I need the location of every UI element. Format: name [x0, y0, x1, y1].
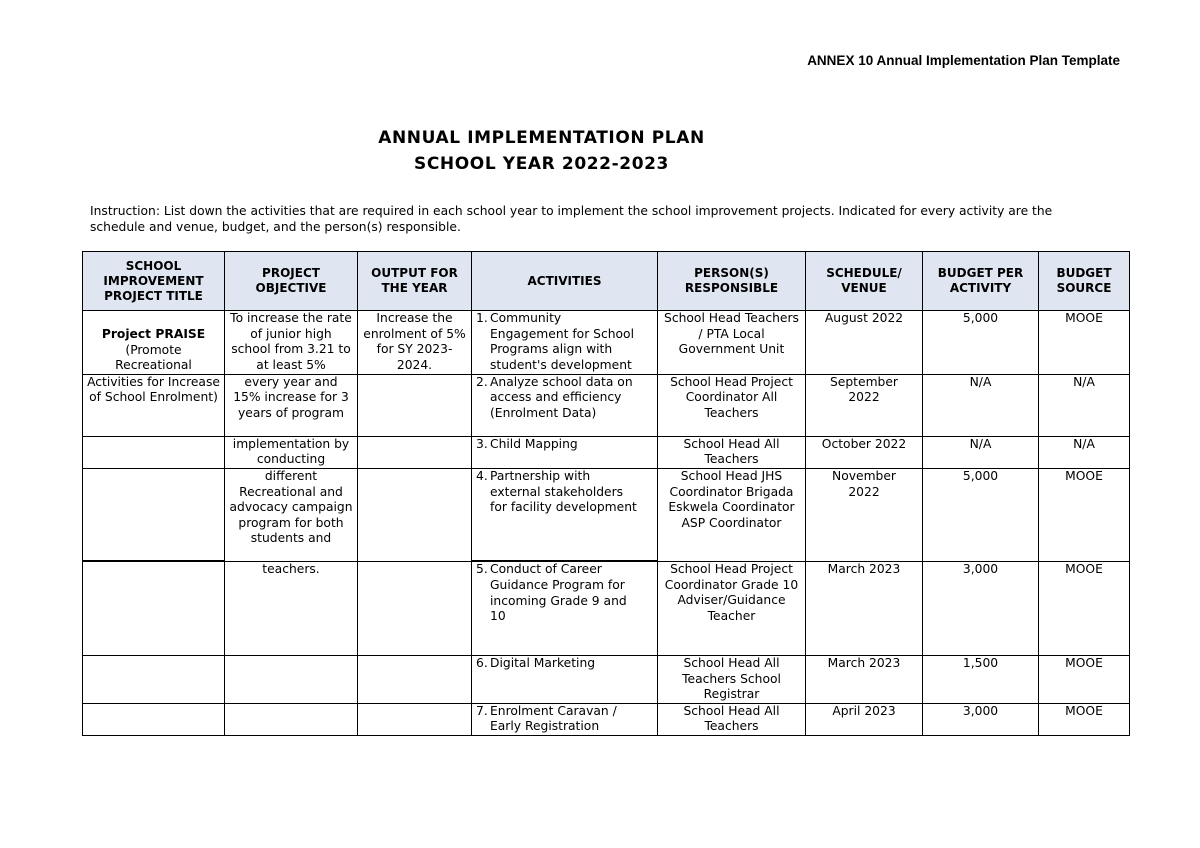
source-cell: N/A	[1039, 374, 1130, 436]
empty-cell	[225, 703, 358, 735]
activity-cell	[472, 468, 658, 561]
budget-cell: 5,000	[923, 468, 1039, 561]
project-desc-1: (Promote Recreational	[115, 342, 192, 373]
activity-cell	[472, 374, 658, 436]
empty-cell	[83, 468, 225, 561]
source-cell: MOOE	[1039, 311, 1130, 375]
activity-cell	[472, 655, 658, 703]
activity-number: 5.	[476, 562, 488, 577]
activity-number: 1.	[476, 311, 488, 325]
header-row	[83, 252, 1130, 311]
title-line-1: ANNUAL IMPLEMENTATION PLAN	[378, 128, 705, 148]
objective-cell-3: implementation by conducting	[225, 436, 358, 468]
persons-cell: School Head All Teachers	[658, 703, 806, 735]
activity-number: 2.	[476, 374, 488, 389]
source-cell: MOOE	[1039, 655, 1130, 703]
persons-cell: School Head All Teachers School Registrar	[658, 655, 806, 703]
empty-cell	[83, 703, 225, 735]
table-row	[83, 311, 1130, 375]
objective-cell-5: teachers.	[225, 561, 358, 655]
project-desc-cell: Activities for Increase of School Enrolment)	[83, 374, 225, 436]
persons-cell: School Head Teachers / PTA Local Government Unit	[658, 311, 806, 375]
project-title-cell	[83, 311, 225, 375]
instruction-text: Instruction: List down the activities that are required in each school year to implement the school improvement projects. Indicated for every activity are the schedule and venue, budget, and the person(s) responsible.	[90, 204, 1053, 234]
empty-cell	[358, 655, 472, 703]
empty-cell	[358, 468, 472, 561]
budget-cell: 3,000	[923, 703, 1039, 735]
activity-cell	[472, 561, 658, 655]
activity-text: Partnership with external stakeholders for facility development	[490, 468, 637, 515]
title-line-2: SCHOOL YEAR 2022-2023	[414, 154, 669, 174]
budget-cell: N/A	[923, 436, 1039, 468]
empty-cell	[358, 436, 472, 468]
table-row	[83, 703, 1130, 735]
header-objective: PROJECT OBJECTIVE	[225, 252, 358, 311]
activity-text: Child Mapping	[490, 436, 578, 451]
output-empty-cell	[358, 374, 472, 436]
project-name: Project PRAISE	[101, 327, 206, 341]
activity-text: Conduct of Career Guidance Program for incoming Grade 9 and 10	[490, 562, 627, 624]
empty-cell	[225, 655, 358, 703]
persons-cell: School Head Project Coordinator Grade 10 Adviser/Guidance Teacher	[658, 561, 806, 655]
source-cell: MOOE	[1039, 561, 1130, 655]
header-budget: BUDGET PER ACTIVITY	[923, 252, 1039, 311]
objective-cell-1: To increase the rate of junior high school from 3.21 to at least 5%	[225, 311, 358, 375]
schedule-cell: September 2022	[806, 374, 923, 436]
page-title	[0, 125, 1083, 177]
activity-cell	[472, 436, 658, 468]
schedule-cell: March 2023	[806, 655, 923, 703]
header-output: OUTPUT FOR THE YEAR	[358, 252, 472, 311]
schedule-cell: August 2022	[806, 311, 923, 375]
schedule-cell: October 2022	[806, 436, 923, 468]
persons-cell: School Head All Teachers	[658, 436, 806, 468]
activity-number: 6.	[476, 655, 488, 670]
header-schedule: SCHEDULE/ VENUE	[806, 252, 923, 311]
table-row	[83, 436, 1130, 468]
budget-cell: 5,000	[923, 311, 1039, 375]
table-row	[83, 468, 1130, 561]
header-source: BUDGET SOURCE	[1039, 252, 1130, 311]
budget-cell: N/A	[923, 374, 1039, 436]
source-cell: MOOE	[1039, 468, 1130, 561]
schedule-cell: April 2023	[806, 703, 923, 735]
schedule-cell: March 2023	[806, 561, 923, 655]
header-project-title: SCHOOL IMPROVEMENT PROJECT TITLE	[83, 252, 225, 311]
table-row	[83, 561, 1130, 655]
persons-cell: School Head Project Coordinator All Teachers	[658, 374, 806, 436]
activity-cell	[472, 311, 658, 375]
table-row	[83, 655, 1130, 703]
schedule-cell: November 2022	[806, 468, 923, 561]
source-cell: N/A	[1039, 436, 1130, 468]
activity-cell	[472, 703, 658, 735]
activity-text: Digital Marketing	[490, 655, 596, 670]
activity-number: 7.	[476, 703, 488, 718]
empty-cell	[83, 655, 225, 703]
implementation-plan-table	[82, 251, 1130, 736]
objective-cell-4: different Recreational and advocacy campaign program for both students and	[225, 468, 358, 561]
annex-label: ANNEX 10 Annual Implementation Plan Template	[807, 53, 1120, 68]
source-cell: MOOE	[1039, 703, 1130, 735]
header-persons: PERSON(S) RESPONSIBLE	[658, 252, 806, 311]
budget-cell: 1,500	[923, 655, 1039, 703]
activity-text: Community Engagement for School Programs align with student's development	[490, 311, 634, 372]
budget-cell: 3,000	[923, 561, 1039, 655]
activity-number: 4.	[476, 468, 488, 483]
empty-cell	[83, 561, 225, 655]
persons-cell: School Head JHS Coordinator Brigada Eskwela Coordinator ASP Coordinator	[658, 468, 806, 561]
activity-text: Enrolment Caravan / Early Registration	[490, 703, 617, 734]
empty-cell	[358, 703, 472, 735]
activity-text: Analyze school data on access and efficiency (Enrolment Data)	[490, 374, 633, 420]
output-cell: Increase the enrolment of 5% for SY 2023-2024.	[358, 311, 472, 375]
table-row	[83, 374, 1130, 436]
empty-cell	[358, 561, 472, 655]
objective-cell-2: every year and 15% increase for 3 years of program	[225, 374, 358, 436]
header-activities: ACTIVITIES	[472, 252, 658, 311]
activity-number: 3.	[476, 436, 488, 451]
empty-cell	[83, 436, 225, 468]
